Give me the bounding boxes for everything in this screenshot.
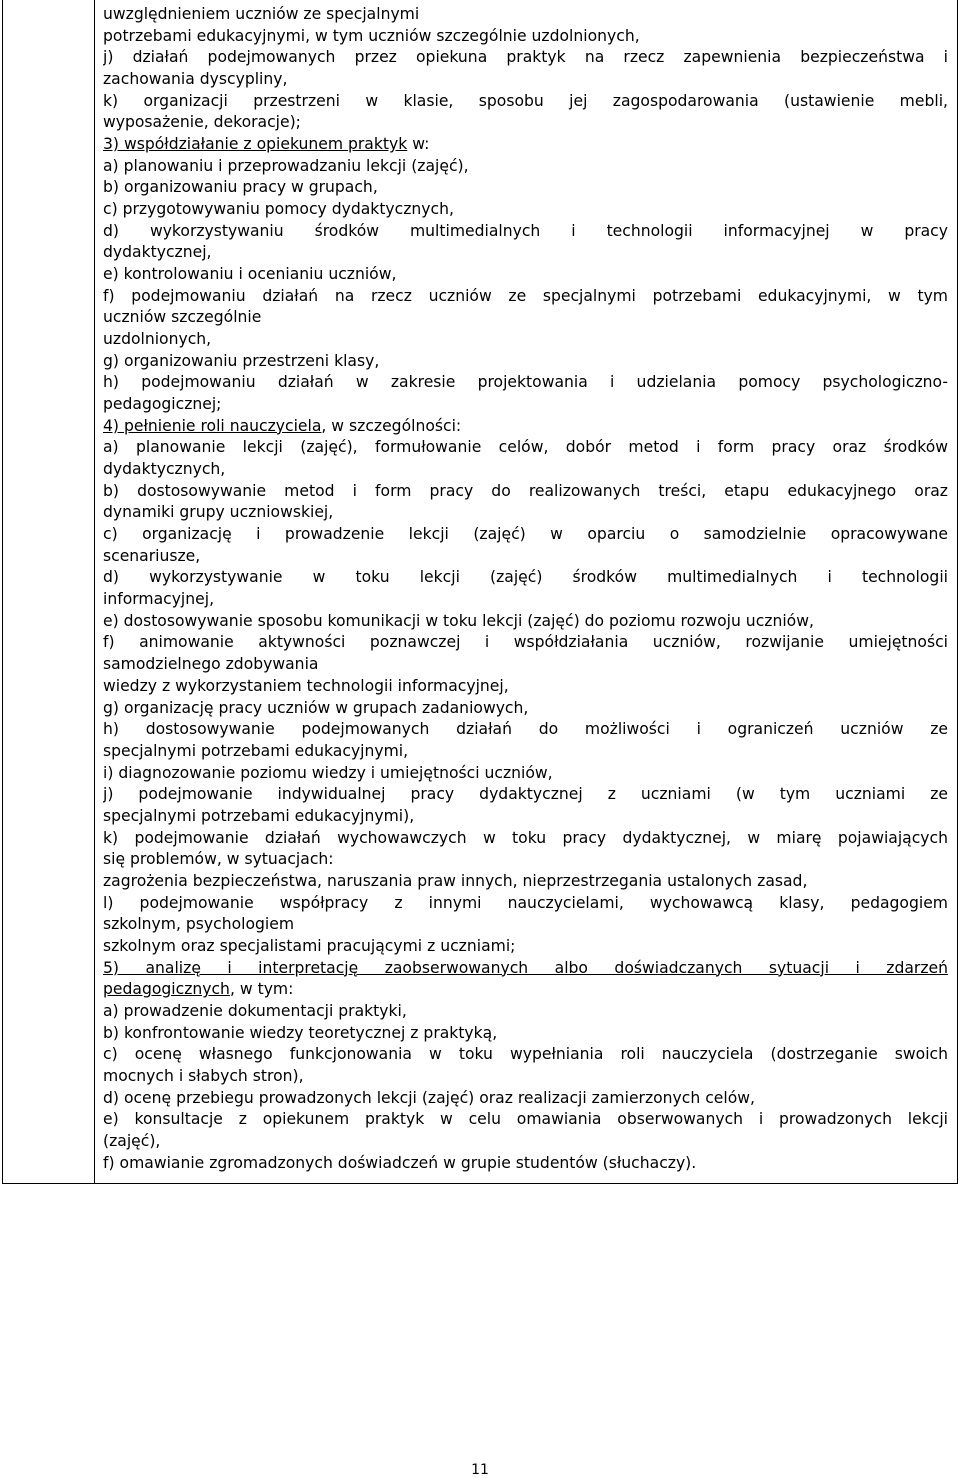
text-line: g) organizację pracy uczniów w grupach zadaniowych, [103, 698, 529, 717]
text-line: b) dostosowywanie metod i form pracy do realizowanych treści, etapu edukacyjnego oraz [103, 481, 948, 500]
text-line: f) animowanie aktywności poznawczej i współdziałania uczniów, rozwijanie umiejętności [103, 633, 948, 652]
text-line: uwzględnieniem uczniów ze specjalnymi [103, 5, 420, 23]
text-line: l) podejmowanie współpracy z innymi nauczycielami, wychowawcą klasy, pedagogiem [103, 893, 948, 912]
text-line: a) prowadzenie dokumentacji praktyki, [103, 1001, 407, 1020]
content-cell [103, 4, 948, 1174]
text-line: dydaktycznych, [103, 460, 226, 479]
text-line: szkolnym, psychologiem [103, 915, 295, 934]
text-line: j) podejmowanie indywidualnej pracy dydaktycznej z uczniami (w tym uczniami ze [103, 785, 948, 804]
text-line: c) organizację i prowadzenie lekcji (zajęć) w oparciu o samodzielnie opracowywane [103, 525, 948, 544]
text-line: dynamiki grupy uczniowskiej, [103, 503, 334, 522]
text-line [103, 958, 948, 980]
text-line: dydaktycznej, [103, 243, 212, 262]
text-line: b) organizowaniu pracy w grupach, [103, 178, 378, 197]
underlined-heading: 3) współdziałanie z opiekunem praktyk [103, 135, 408, 154]
underlined-heading: pedagogicznych [103, 980, 230, 999]
text-line: (zajęć), [103, 1131, 161, 1150]
text-line: zachowania dyscypliny, [103, 70, 288, 89]
text-line: c) ocenę własnego funkcjonowania w toku wypełniania roli nauczyciela (dostrzeganie swoich [103, 1045, 948, 1064]
text-line: potrzebami edukacyjnymi, w tym uczniów szczególnie uzdolnionych, [103, 26, 640, 45]
text-line: pedagogicznej; [103, 395, 222, 414]
text-line: uzdolnionych, [103, 330, 212, 349]
text-line: f) omawianie zgromadzonych doświadczeń w grupie studentów (słuchaczy). [103, 1153, 697, 1172]
text-line: d) ocenę przebiegu prowadzonych lekcji (zajęć) oraz realizacji zamierzonych celów, [103, 1088, 755, 1107]
text-line: specjalnymi potrzebami edukacyjnymi, [103, 741, 409, 760]
text-line: h) dostosowywanie podejmowanych działań do możliwości i ograniczeń uczniów ze [103, 720, 948, 739]
text-line: g) organizowaniu przestrzeni klasy, [103, 351, 380, 370]
text-line: h) podejmowaniu działań w zakresie projektowania i udzielania pomocy psychologiczno- [103, 373, 948, 392]
text-line: informacyjnej, [103, 590, 215, 609]
text-line: a) planowanie lekcji (zajęć), formułowanie celów, dobór metod i form pracy oraz środków [103, 438, 948, 457]
text-line: zagrożenia bezpieczeństwa, naruszania praw innych, nieprzestrzegania ustalonych zasad, [103, 871, 808, 890]
text-line: wyposażenie, dekoracje); [103, 113, 301, 132]
text-line: e) konsultacje z opiekunem praktyk w celu omawiania obserwowanych i prowadzonych lekcji [103, 1110, 948, 1129]
heading-suffix: , w szczególności: [321, 416, 462, 435]
text-line: a) planowaniu i przeprowadzaniu lekcji (zajęć), [103, 156, 469, 175]
column-divider [94, 0, 95, 1184]
text-line: się problemów, w sytuacjach: [103, 850, 334, 869]
heading-suffix: , w tym: [229, 980, 294, 999]
text-line: scenariusze, [103, 546, 201, 565]
text-line: mocnych i słabych stron), [103, 1066, 304, 1085]
text-line [103, 134, 948, 156]
text-line: b) konfrontowanie wiedzy teoretycznej z praktyką, [103, 1023, 498, 1042]
text-line: c) przygotowywaniu pomocy dydaktycznych, [103, 200, 454, 219]
text-line: d) wykorzystywanie w toku lekcji (zajęć) środków multimedialnych i technologii [103, 568, 948, 587]
text-line: e) dostosowywanie sposobu komunikacji w toku lekcji (zajęć) do poziomu rozwoju uczniów, [103, 611, 814, 630]
text-line [103, 416, 948, 438]
text-line: wiedzy z wykorzystaniem technologii informacyjnej, [103, 676, 509, 695]
text-line: uczniów szczególnie [103, 308, 262, 327]
text-line: k) podejmowanie działań wychowawczych w toku pracy dydaktycznej, w miarę pojawiających [103, 828, 948, 847]
underlined-heading: 5) analizę i interpretację zaobserwowanych albo doświadczanych sytuacji i zdarzeń [103, 958, 948, 977]
page-number: 11 [471, 1462, 489, 1478]
text-line: f) podejmowaniu działań na rzecz uczniów ze specjalnymi potrzebami edukacyjnymi, w tym [103, 286, 948, 305]
text-line: szkolnym oraz specjalistami pracującymi z uczniami; [103, 936, 516, 955]
text-line: j) działań podejmowanych przez opiekuna praktyk na rzecz zapewnienia bezpieczeństwa i [103, 48, 948, 67]
text-line: k) organizacji przestrzeni w klasie, sposobu jej zagospodarowania (ustawienie mebli, [103, 91, 948, 110]
text-line: samodzielnego zdobywania [103, 655, 319, 674]
text-line: i) diagnozowanie poziomu wiedzy i umiejętności uczniów, [103, 763, 553, 782]
heading-suffix: w: [407, 135, 430, 154]
text-line: e) kontrolowaniu i ocenianiu uczniów, [103, 265, 397, 284]
text-line: d) wykorzystywaniu środków multimedialnych i technologii informacyjnej w pracy [103, 221, 948, 240]
text-line [103, 979, 948, 1001]
underlined-heading: 4) pełnienie roli nauczyciela [103, 416, 322, 435]
text-line: specjalnymi potrzebami edukacyjnymi), [103, 806, 415, 825]
